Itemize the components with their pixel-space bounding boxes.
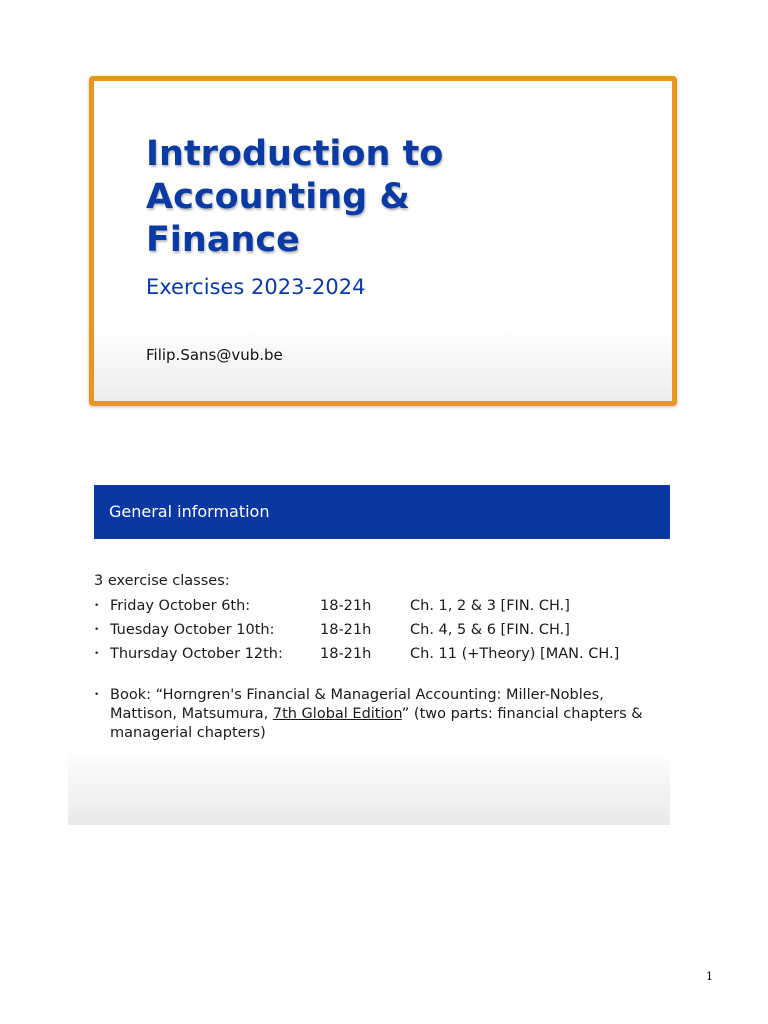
- slide-subtitle: Exercises 2023-2024: [146, 275, 366, 299]
- slide-title-line-1: Introduction to: [146, 134, 444, 174]
- class-row: [94, 594, 654, 618]
- class-row: [94, 618, 654, 642]
- bullet-icon: •: [94, 649, 100, 659]
- class-day: Friday October 6th:: [110, 598, 251, 614]
- slide-title: [146, 133, 443, 262]
- contact-email: Filip.Sans@vub.be: [146, 346, 283, 364]
- book-edition-link[interactable]: 7th Global Edition: [272, 706, 402, 722]
- exercise-classes-intro: 3 exercise classes:: [94, 573, 230, 589]
- slide-body: [94, 571, 654, 743]
- page-number: 1: [706, 970, 713, 983]
- class-chapters: Ch. 11 (+Theory) [MAN. CH.]: [410, 646, 620, 662]
- class-time: 18-21h: [320, 598, 372, 614]
- bullet-icon: •: [94, 601, 100, 611]
- class-time: 18-21h: [320, 646, 372, 662]
- class-day: Thursday October 12th:: [110, 646, 283, 662]
- class-day: Tuesday October 10th:: [110, 622, 275, 638]
- class-time: 18-21h: [320, 622, 372, 638]
- bullet-icon: •: [94, 625, 100, 635]
- class-chapters: Ch. 1, 2 & 3 [FIN. CH.]: [410, 598, 570, 614]
- general-information-slide: [68, 485, 670, 825]
- class-chapters: Ch. 4, 5 & 6 [FIN. CH.]: [410, 622, 570, 638]
- book-text-prefix: Book: “Horngren's Financial & Managerial Accounting: Miller-Nobles, Mattison, Matsumura,: [110, 687, 604, 722]
- class-row: [94, 642, 654, 666]
- book-text-suffix: ” (two parts: financial chapters & managerial chapters): [110, 706, 643, 741]
- slide-title-line-2: Accounting &: [146, 177, 410, 217]
- bullet-icon: •: [94, 690, 100, 700]
- title-slide: [89, 76, 677, 406]
- slide-header-bar: [94, 485, 670, 539]
- slide-title-line-3: Finance: [146, 220, 300, 260]
- slide-header-title: General information: [109, 502, 270, 521]
- book-reference: [94, 686, 654, 743]
